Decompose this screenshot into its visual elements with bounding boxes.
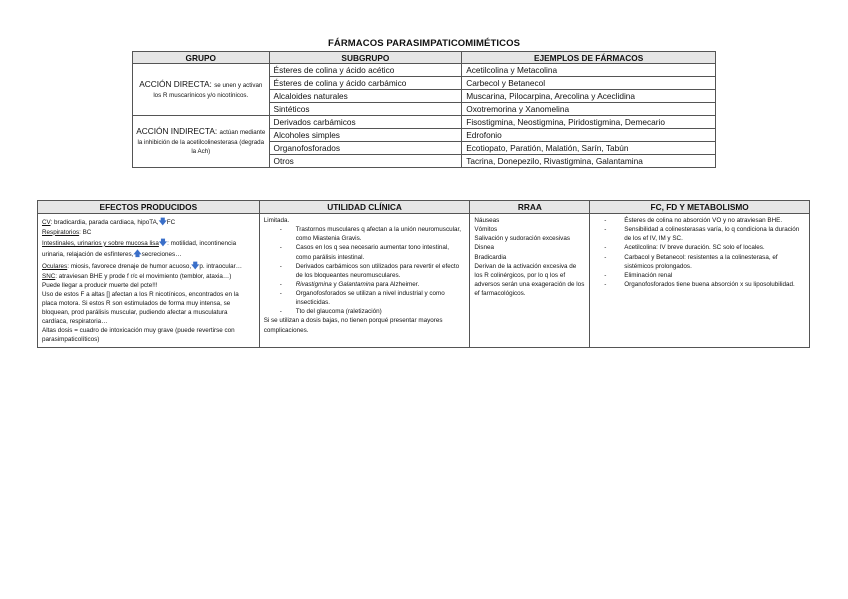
ejemplo-cell: Carbecol y Betanecol bbox=[462, 77, 716, 90]
utilidad-list bbox=[264, 225, 466, 316]
rraa-cell bbox=[470, 214, 590, 348]
header-grupo: GRUPO bbox=[133, 52, 270, 64]
header-efectos: EFECTOS PRODUCIDOS bbox=[38, 201, 260, 214]
list-item: - Organofosforados tiene buena absorción x su liposolubilidad. bbox=[594, 280, 805, 289]
list-item: - Ésteres de colina no absorción VO y no atraviesan BHE. bbox=[594, 216, 805, 225]
subgrupo-cell: Alcaloides naturales bbox=[269, 90, 462, 103]
subgrupo-cell: Derivados carbámicos bbox=[269, 116, 462, 129]
ejemplo-cell: Edrofonio bbox=[462, 129, 716, 142]
rraa-item: Náuseas bbox=[474, 217, 500, 225]
list-item: - Sensibilidad a colinesterasas varía, lo q condiciona la duración de los ef IV, IM y SC. bbox=[594, 225, 805, 243]
detalle-table bbox=[37, 200, 810, 348]
grupo-directa bbox=[133, 64, 270, 116]
rraa-item: Derivan de la activación excesiva de los R colinérgicos, por lo q los ef adversos serán una exageración de los ef farmacológicos. bbox=[474, 262, 585, 298]
table-row bbox=[133, 116, 716, 129]
header-subgrupo: SUBGRUPO bbox=[269, 52, 462, 64]
utilidad-outro: Si se utilizan a dosis bajas, no tienen porqué presentar mayores complicaciones. bbox=[263, 317, 443, 334]
ejemplo-cell: Fisostigmina, Neostigmina, Piridostigmina, Demecario bbox=[462, 116, 716, 129]
arrow-up-icon: 🡅 bbox=[133, 249, 142, 259]
subgrupo-cell: Organofosforados bbox=[269, 142, 462, 155]
list-item: - Acetilcolina: IV breve duración. SC solo ef locales. bbox=[594, 243, 805, 252]
subgrupo-cell: Otros bbox=[269, 155, 462, 168]
efecto-nota: Uso de estos F a altas [] afectan a los R nicotínicos, encontrados en la placa motora. Si estos R son estimulados de forma muy intensa, se bloquean, prod parálisis muscular, pudiendo afectar a musculatura cardíaca, respiratoria… bbox=[42, 290, 239, 326]
page-title: FÁRMACOS PARASIMPATICOMIMÉTICOS bbox=[327, 38, 521, 49]
rraa-item: Vómitos bbox=[474, 226, 498, 234]
fc-cell bbox=[590, 214, 810, 348]
efecto-nota: Puede llegar a producir muerte del pcte!!! bbox=[42, 281, 158, 289]
table-header-row bbox=[133, 52, 716, 64]
efecto-intestinal: Intestinales, urinarios y sobre mucosa lisa🡇: motilidad, incontinencia urinaria, relajación de esfínteres,🡅secreciones… bbox=[42, 237, 237, 259]
arrow-down-icon: 🡇 bbox=[158, 237, 168, 247]
grupo-directa-label: ACCIÓN DIRECTA: bbox=[139, 78, 212, 89]
ejemplo-cell: Acetilcolina y Metacolina bbox=[462, 64, 716, 77]
grupo-indirecta bbox=[133, 116, 270, 168]
header-fc: FC, FD Y METABOLISMO bbox=[590, 201, 810, 214]
grupo-directa-note: se unen y activan los R muscarínicos y/o nicotínicos. bbox=[153, 81, 263, 99]
header-rraa: RRAA bbox=[470, 201, 590, 214]
table-row bbox=[38, 214, 810, 348]
grupo-indirecta-note: actúan mediante la inhibición de la acetilcolinesterasa (degrada la Ach) bbox=[137, 128, 266, 156]
header-utilidad: UTILIDAD CLÍNICA bbox=[259, 201, 470, 214]
efecto-snc: SNC: atraviesan BHE y prode f r/c el movimiento (temblor, ataxia…) bbox=[42, 272, 232, 280]
ejemplo-cell: Tacrina, Donepezilo, Rivastigmina, Galantamina bbox=[462, 155, 716, 168]
list-item: - Rivastigmina y Galantamina para Alzheimer. bbox=[264, 280, 466, 289]
ejemplo-cell: Muscarina, Pilocarpina, Arecolina y Aceclidina bbox=[462, 90, 716, 103]
utilidad-intro: Limitada. bbox=[263, 217, 290, 225]
efecto-resp: Respiratorios: BC bbox=[42, 228, 92, 236]
list-item: - Casos en los q sea necesario aumentar tono intestinal, como parálisis intestinal. bbox=[264, 243, 466, 261]
subgrupo-cell: Sintéticos bbox=[269, 103, 462, 116]
farmacos-table bbox=[132, 51, 716, 168]
grupo-indirecta-label: ACCIÓN INDIRECTA: bbox=[136, 125, 218, 136]
ejemplo-cell: Ecotiopato, Paratión, Malatión, Sarín, Tabún bbox=[462, 142, 716, 155]
list-item: - Tto del glaucoma (raletización) bbox=[264, 307, 466, 316]
subgrupo-cell: Alcoholes simples bbox=[269, 129, 462, 142]
rraa-item: Salivación y sudoración excesivas bbox=[474, 235, 570, 243]
header-ejemplos: EJEMPLOS DE FÁRMACOS bbox=[462, 52, 716, 64]
subgrupo-cell: Ésteres de colina y ácido carbámico bbox=[269, 77, 462, 90]
table-row bbox=[133, 64, 716, 77]
rraa-item: Bradicardia bbox=[474, 253, 507, 261]
ejemplo-cell: Oxotremorina y Xanomelina bbox=[462, 103, 716, 116]
list-item: - Trastornos musculares q afectan a la unión neuromuscular, como Miastenia Gravis. bbox=[264, 225, 466, 243]
fc-list bbox=[594, 216, 805, 289]
efecto-cv: CV: bradicardia, parada cardiaca, hipoTA,🡇FC bbox=[42, 217, 176, 227]
list-item: - Carbacol y Betanecol: resistentes a la colinesterasa, ef sistémicos prolongados. bbox=[594, 253, 805, 271]
utilidad-cell bbox=[259, 214, 470, 348]
list-item: - Organofosforados se utilizan a nivel industrial y como insecticidas. bbox=[264, 289, 466, 307]
table-header-row bbox=[38, 201, 810, 214]
list-item: - Derivados carbámicos son utilizados para revertir el efecto de los bloqueantes neuromusculares. bbox=[264, 262, 466, 280]
arrow-down-icon: 🡇 bbox=[158, 217, 167, 227]
efecto-nota: Altas dosis = cuadro de intoxicación muy grave (puede revertirse con parasimpaticolíticos) bbox=[42, 327, 235, 344]
list-item: - Eliminación renal bbox=[594, 271, 805, 280]
subgrupo-cell: Ésteres de colina y ácido acético bbox=[269, 64, 462, 77]
efectos-cell bbox=[38, 214, 260, 348]
rraa-item: Disnea bbox=[474, 244, 495, 252]
efecto-ocular: Oculares: miosis, favorece drenaje de humor acuoso,🡇p. intraocular… bbox=[42, 260, 243, 270]
arrow-down-icon: 🡇 bbox=[191, 260, 200, 270]
